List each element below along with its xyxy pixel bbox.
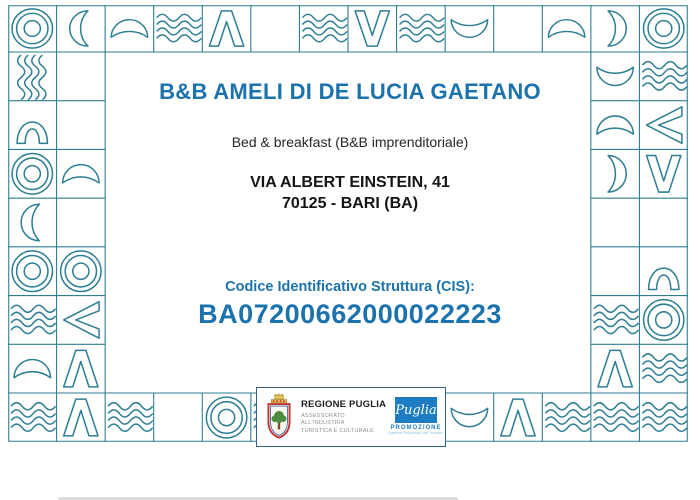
- puglia-script-logo: [395, 397, 437, 423]
- border-tile-chevron-up: [64, 399, 98, 436]
- border-tile-arc-smile: [451, 20, 487, 38]
- footer-logo-box: [256, 387, 446, 447]
- border-tile-arc-frown: [14, 360, 50, 378]
- subtitle: Bed & breakfast (B&B imprenditoriale): [231, 134, 469, 150]
- border-tile-waves: [545, 403, 590, 432]
- border-tile-rings: [643, 9, 683, 48]
- border-tile-arc-frown: [548, 20, 584, 38]
- department-line-2: TURISTICA E CULTURALE: [301, 427, 374, 434]
- border-tile-waves: [594, 403, 639, 432]
- region-name: REGIONE PUGLIA: [301, 398, 387, 410]
- pugliapromozione-logo: [388, 397, 444, 437]
- border-tile-crescent-left: [70, 11, 88, 46]
- border-tile-chevron-up: [64, 350, 98, 387]
- border-tile-chevron-up: [209, 11, 243, 46]
- border-tile-waves: [642, 354, 687, 382]
- border-tile-rings: [206, 397, 246, 438]
- border-tile-waves: [400, 14, 445, 41]
- border-tile-waves: [11, 403, 56, 432]
- address-line-2: 70125 - BARI (BA): [281, 195, 419, 212]
- border-tile-rings: [12, 9, 52, 48]
- promo-subtitle: Agenzia Regionale del Turismo: [388, 431, 444, 436]
- cis-label: Codice Identificativo Struttura (CIS):: [225, 279, 475, 295]
- puglia-script-text: Puglia: [395, 402, 437, 418]
- border-tile-chevron-up: [598, 350, 632, 387]
- regione-puglia-coat-of-arms-icon: [264, 393, 294, 441]
- border-tile-arc-frown: [111, 20, 147, 38]
- border-tile-waves: [108, 403, 153, 432]
- border-tile-chevron-down: [355, 11, 389, 46]
- department-line-1: ASSESSORATO ALL'INDUSTRIA: [301, 412, 345, 427]
- border-tile-waves: [302, 14, 347, 41]
- address-block: [0, 172, 700, 214]
- border-tile-arc-frown: [597, 116, 633, 134]
- border-tile-waves: [642, 403, 687, 432]
- border-tile-crescent-right: [608, 11, 626, 46]
- department-name: [301, 413, 387, 435]
- regione-puglia-text: [301, 399, 387, 435]
- border-tile-arc-smile: [451, 408, 487, 426]
- border-tile-chevron-up: [501, 399, 535, 436]
- decorative-border: [8, 5, 688, 442]
- border-grid-lines: [8, 5, 688, 442]
- border-tile-waves: [157, 14, 202, 41]
- address-line-1: VIA ALBERT EINSTEIN, 41: [250, 174, 450, 191]
- cis-code: BA07200662000022223: [198, 299, 502, 329]
- promo-label: PROMOZIONE: [390, 425, 442, 431]
- page-title: B&B AMELI DI DE LUCIA GAETANO: [159, 79, 541, 104]
